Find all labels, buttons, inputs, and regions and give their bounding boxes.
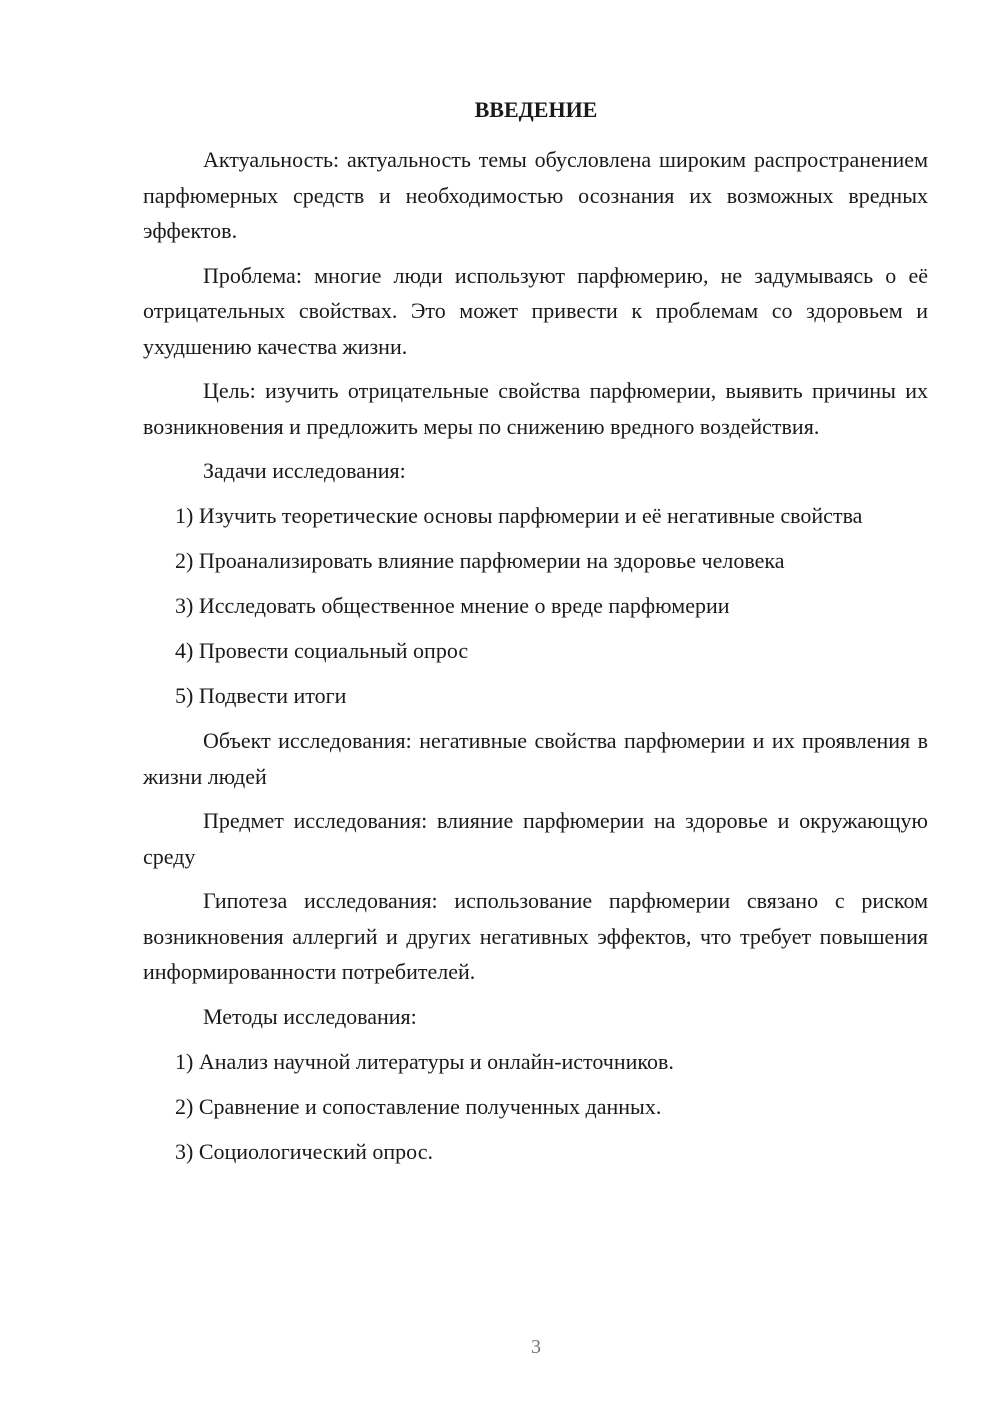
- methods-title: Методы исследования:: [203, 1003, 417, 1029]
- method-item: 1) Анализ научной литературы и онлайн-источников.: [175, 1048, 674, 1074]
- task-item: 4) Провести социальный опрос: [175, 638, 469, 663]
- relevance-paragraph: Актуальность: актуальность темы обусловлена широким распространением парфюмерных средств и необходимостью осознания их возможных вредных эффектов.: [143, 147, 928, 243]
- section-heading: ВВЕДЕНИЕ: [474, 97, 598, 122]
- task-item: 2) Проанализировать влияние парфюмерии на здоровье человека: [175, 548, 785, 573]
- body-text: [143, 142, 928, 1169]
- task-item: 3) Исследовать общественное мнение о вреде парфюмерии: [175, 593, 730, 618]
- problem-paragraph: Проблема: многие люди используют парфюмерию, не задумываясь о её отрицательных свойствах. Это может привести к проблемам со здоровьем и ухудшению качества жизни.: [143, 262, 928, 359]
- task-item: 1) Изучить теоретические основы парфюмерии и её негативные свойства: [175, 503, 863, 528]
- subject-paragraph: Предмет исследования: влияние парфюмерии на здоровье и окружающую среду: [143, 808, 928, 869]
- object-paragraph: Объект исследования: негативные свойства парфюмерии и их проявления в жизни людей: [143, 728, 928, 789]
- tasks-title: Задачи исследования:: [203, 458, 406, 483]
- method-item: 3) Социологический опрос.: [175, 1138, 433, 1164]
- hypothesis-paragraph: Гипотеза исследования: использование парфюмерии связано с риском возникновения аллергий и других негативных эффектов, что требует повышения информированности потребителей.: [143, 888, 928, 984]
- method-item: 2) Сравнение и сопоставление полученных данных.: [175, 1093, 662, 1119]
- goal-paragraph: Цель: изучить отрицательные свойства парфюмерии, выявить причины их возникновения и предложить меры по снижению вредного воздействия.: [143, 378, 928, 439]
- task-item: 5) Подвести итоги: [175, 683, 347, 708]
- page-number: 3: [531, 1336, 541, 1358]
